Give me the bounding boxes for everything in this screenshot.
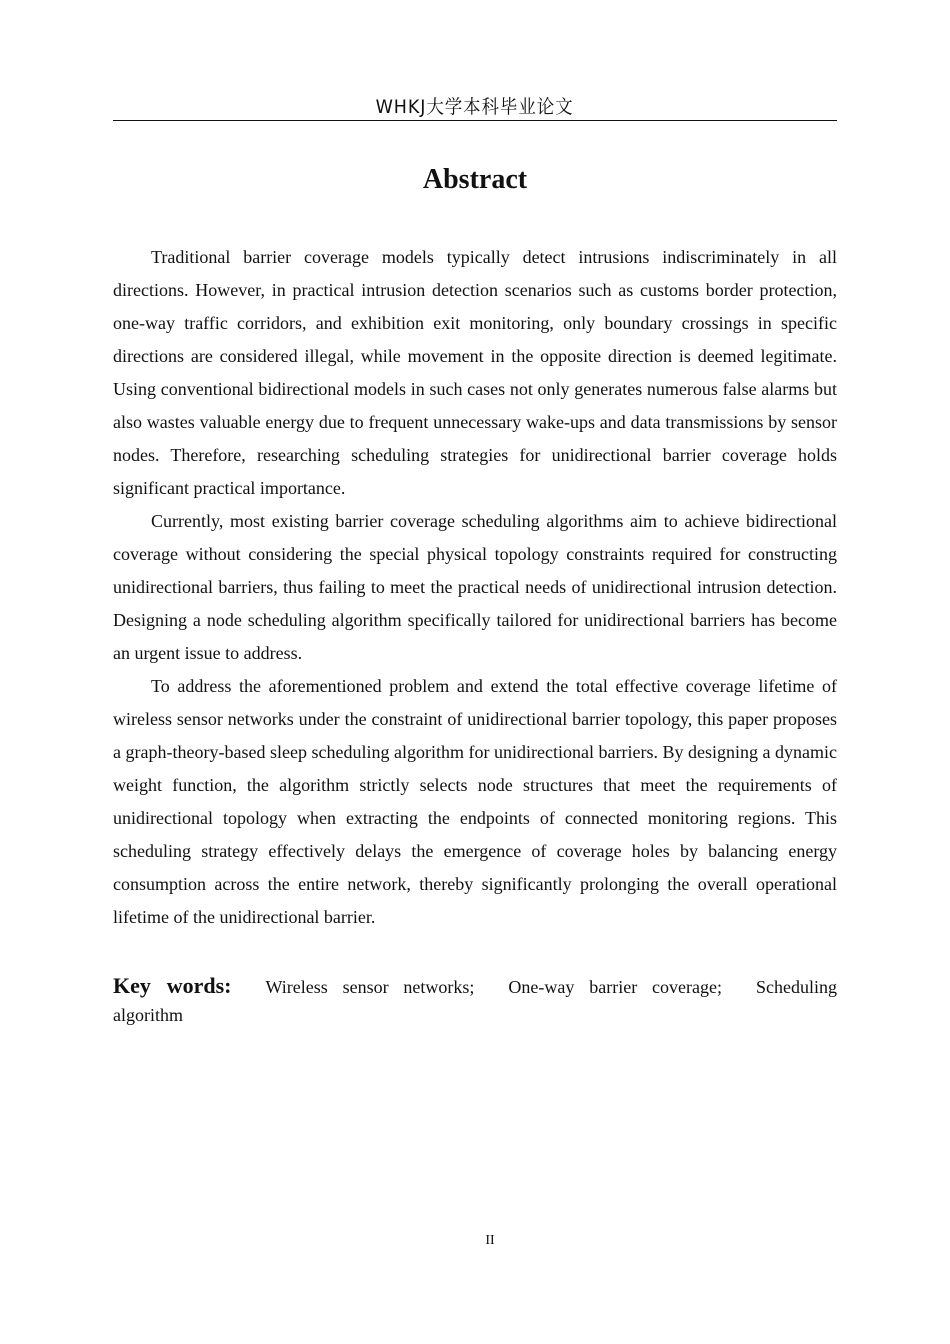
page-number: II [485,1233,495,1248]
keyword-item: Scheduling algorithm [113,977,837,1025]
abstract-paragraph-2: Currently, most existing barrier coverage scheduling algorithms aim to achieve bidirectional coverage without considering the special physical topology constraints required for constructing unidirectional barriers, thus failing to meet the practical needs of unidirectional intrusion detection. Designing a node scheduling algorithm specifically tailored for unidirectional barriers has become an urgent issue to address. [113,511,837,663]
header-title: WHKJ大学本科毕业论文 [376,96,574,118]
page-header [113,94,837,121]
abstract-heading: Abstract [422,164,528,195]
abstract-paragraph-3: To address the aforementioned problem and extend the total effective coverage lifetime of wireless sensor networks under the constraint of unidirectional barrier topology, this paper proposes a graph-theory-based sleep scheduling algorithm for unidirectional barriers. By designing a dynamic weight function, the algorithm strictly selects node structures that meet the requirements of unidirectional topology when extracting the endpoints of connected monitoring regions. This scheduling strategy effectively delays the emergence of coverage holes by balancing energy consumption across the entire network, thereby significantly prolonging the overall operational lifetime of the unidirectional barrier. [113,676,837,927]
keyword-item: Wireless sensor networks; [265,977,475,997]
keyword-item: One-way barrier coverage; [508,977,722,997]
abstract-body [113,241,837,934]
keywords-label: Key words: [113,973,232,998]
abstract-paragraph-1: Traditional barrier coverage models typically detect intrusions indiscriminately in all directions. However, in practical intrusion detection scenarios such as customs border protection, one-way traffic corridors, and exhibition exit monitoring, only boundary crossings in specific directions are considered illegal, while movement in the opposite direction is deemed legitimate. Using conventional bidirectional models in such cases not only generates numerous false alarms but also wastes valuable energy due to frequent unnecessary wake-ups and data transmissions by sensor nodes. Therefore, researching scheduling strategies for unidirectional barrier coverage holds significant practical importance. [113,247,837,498]
keywords-section [113,972,837,1029]
